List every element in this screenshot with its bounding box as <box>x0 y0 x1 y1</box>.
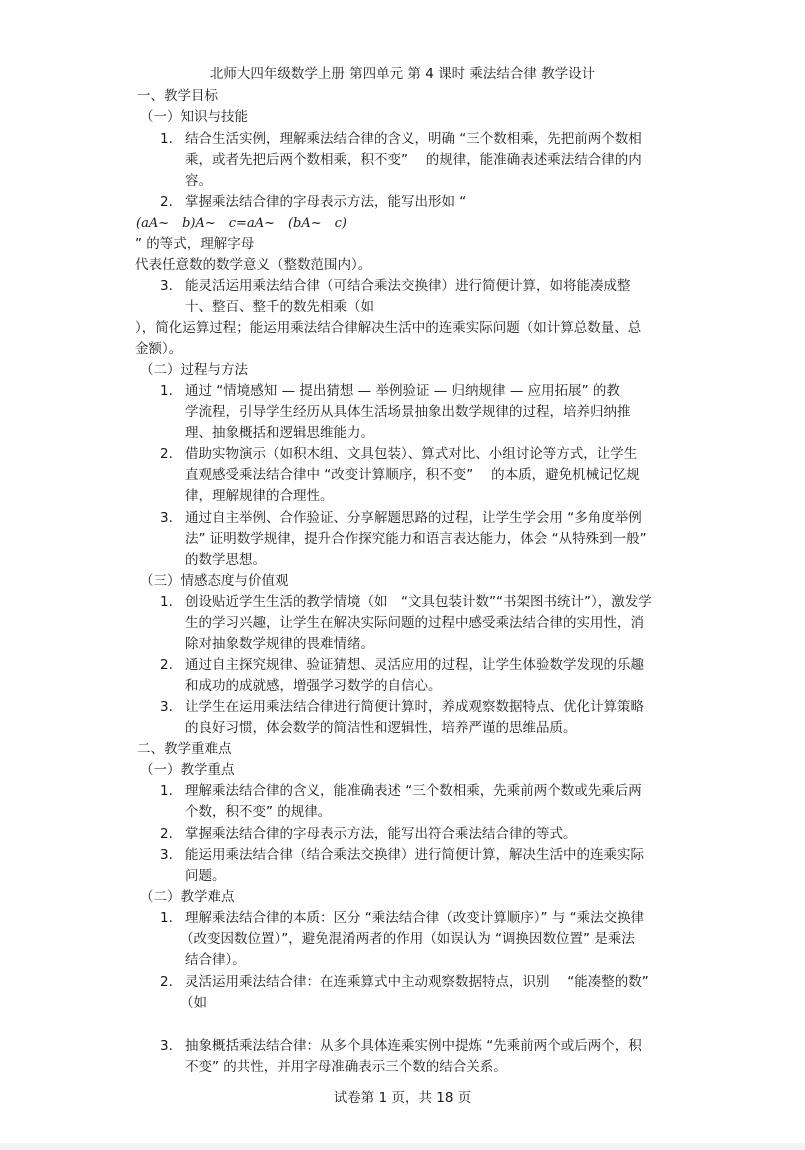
list-number: 2. <box>160 657 173 673</box>
paragraph-line: 法” 证明数学规律，提升合作探究能力和语言表达能力，体会 “从特殊到一般” <box>185 531 647 547</box>
list-number: 3. <box>160 847 173 863</box>
paragraph-line: 容。 <box>185 173 212 189</box>
paragraph-line: 结合律）。 <box>185 952 246 968</box>
paragraph-line: 个数，积不变” 的规律。 <box>185 804 332 820</box>
paragraph-line: 掌握乘法结合律的字母表示方法，能写出形如 “ <box>185 194 467 210</box>
subsection-heading: （二）过程与方法 <box>140 362 248 378</box>
paragraph-line: 理、抽象概括和逻辑思维能力。 <box>185 425 374 441</box>
paragraph-line: 金额）。 <box>135 341 183 357</box>
paragraph-line: 除对抽象数学规律的畏难情绪。 <box>185 636 374 652</box>
paragraph-line: 创设贴近学生生活的教学情境（如 “文具包装计数”“书架图书统计”），激发学 <box>185 594 652 610</box>
paragraph-line: 的良好习惯，体会数学的简洁性和逻辑性，培养严谨的思维品质。 <box>185 720 577 736</box>
page-footer: 试卷第 1 页，共 18 页 <box>333 1090 472 1106</box>
paragraph-line: 理解乘法结合律的本质：区分 “乘法结合律（改变计算顺序）” 与 “乘法交换律 <box>185 910 645 926</box>
paragraph-line: 代表任意数的数学意义（整数范围内）。 <box>135 257 372 273</box>
paragraph-line: 十、整百、整千的数先相乘（如 <box>185 299 374 315</box>
paragraph-line: 问题。 <box>185 868 226 884</box>
paragraph-line: 掌握乘法结合律的字母表示方法，能写出符合乘法结合律的等式。 <box>185 826 577 842</box>
section-heading: 二、教学重难点 <box>137 741 232 757</box>
paragraph-line: 生的学习兴趣，让学生在解决实际问题的过程中感受乘法结合律的实用性，消 <box>185 615 644 631</box>
paragraph-line: 不变” 的共性，并用字母准确表示三个数的结合关系。 <box>185 1059 507 1075</box>
paragraph-line: （改变因数位置）”，避免混淆两者的作用（如误认为 “调换因数位置” 是乘法 <box>180 931 635 947</box>
list-number: 3. <box>160 1038 173 1054</box>
list-number: 2. <box>160 974 173 990</box>
paragraph-line: 灵活运用乘法结合律：在连乘算式中主动观察数据特点，识别 “能凑整的数” <box>185 974 649 990</box>
list-number: 3. <box>160 699 173 715</box>
subsection-heading: （三）情感态度与价值观 <box>140 573 289 589</box>
subsection-heading: （一）教学重点 <box>140 762 235 778</box>
paragraph-line: 借助实物演示（如积木组、文具包装）、算式对比、小组讨论等方式，让学生 <box>185 446 638 462</box>
formula-text: (aA~ b)A~ c=aA~ (bA~ c) <box>136 216 348 231</box>
list-number: 1. <box>160 594 173 610</box>
paragraph-line: 的数学思想。 <box>185 552 266 568</box>
section-heading: 一、教学目标 <box>137 88 218 104</box>
paragraph-line: 能运用乘法结合律（结合乘法交换律）进行简便计算，解决生活中的连乘实际 <box>185 847 644 863</box>
paragraph-line: 理解乘法结合律的含义，能准确表述 “三个数相乘，先乘前两个数或先乘后两 <box>185 783 642 799</box>
list-number: 3. <box>160 278 173 294</box>
list-number: 3. <box>160 510 173 526</box>
list-number: 1. <box>160 783 173 799</box>
paragraph-line: 和成功的成就感，增强学习数学的自信心。 <box>185 678 442 694</box>
paragraph-line: 通过自主举例、合作验证、分享解题思路的过程，让学生学会用 “多角度举例 <box>185 510 642 526</box>
list-number: 1. <box>160 910 173 926</box>
subsection-heading: （二）教学难点 <box>140 889 235 905</box>
subsection-heading: （一）知识与技能 <box>140 109 248 125</box>
list-number: 1. <box>160 383 173 399</box>
paragraph-line: 学流程，引导学生经历从具体生活场景抽象出数学规律的过程，培养归纳推 <box>185 404 631 420</box>
paragraph-line: ），简化运算过程；能运用乘法结合律解决生活中的连乘实际问题（如计算总数量、总 <box>135 320 642 336</box>
paragraph-line: 结合生活实例，理解乘法结合律的含义，明确 “三个数相乘，先把前两个数相 <box>185 131 642 147</box>
paragraph-line: 律，理解规律的合理性。 <box>185 488 334 504</box>
list-number: 2. <box>160 194 173 210</box>
paragraph-line: 乘，或者先把后两个数相乘，积不变” 的规律，能准确表述乘法结合律的内 <box>185 152 642 168</box>
document-title: 北师大四年级数学上册 第四单元 第 4 课时 乘法结合律 教学设计 <box>209 66 596 82</box>
paragraph-line: ” 的等式，理解字母 <box>135 236 255 252</box>
paragraph-line: 抽象概括乘法结合律：从多个具体连乘实例中提炼 “先乘前两个或后两个，积 <box>185 1038 642 1054</box>
paragraph-line: （如 <box>180 995 207 1011</box>
paragraph-line: 通过自主探究规律、验证猜想、灵活应用的过程，让学生体验数学发现的乐趣 <box>185 657 644 673</box>
paragraph-line: 能灵活运用乘法结合律（可结合乘法交换律）进行简便计算，如将能凑成整 <box>185 278 631 294</box>
paragraph-line: 通过 “情境感知 — 提出猜想 — 举例验证 — 归纳规律 — 应用拓展” 的教 <box>185 383 620 399</box>
paragraph-line: 让学生在运用乘法结合律进行简便计算时，养成观察数据特点、优化计算策略 <box>185 699 644 715</box>
list-number: 1. <box>160 131 173 147</box>
paragraph-line: 直观感受乘法结合律中 “改变计算顺序，积不变” 的本质，避免机械记忆规 <box>185 467 640 483</box>
list-number: 2. <box>160 446 173 462</box>
list-number: 2. <box>160 826 173 842</box>
